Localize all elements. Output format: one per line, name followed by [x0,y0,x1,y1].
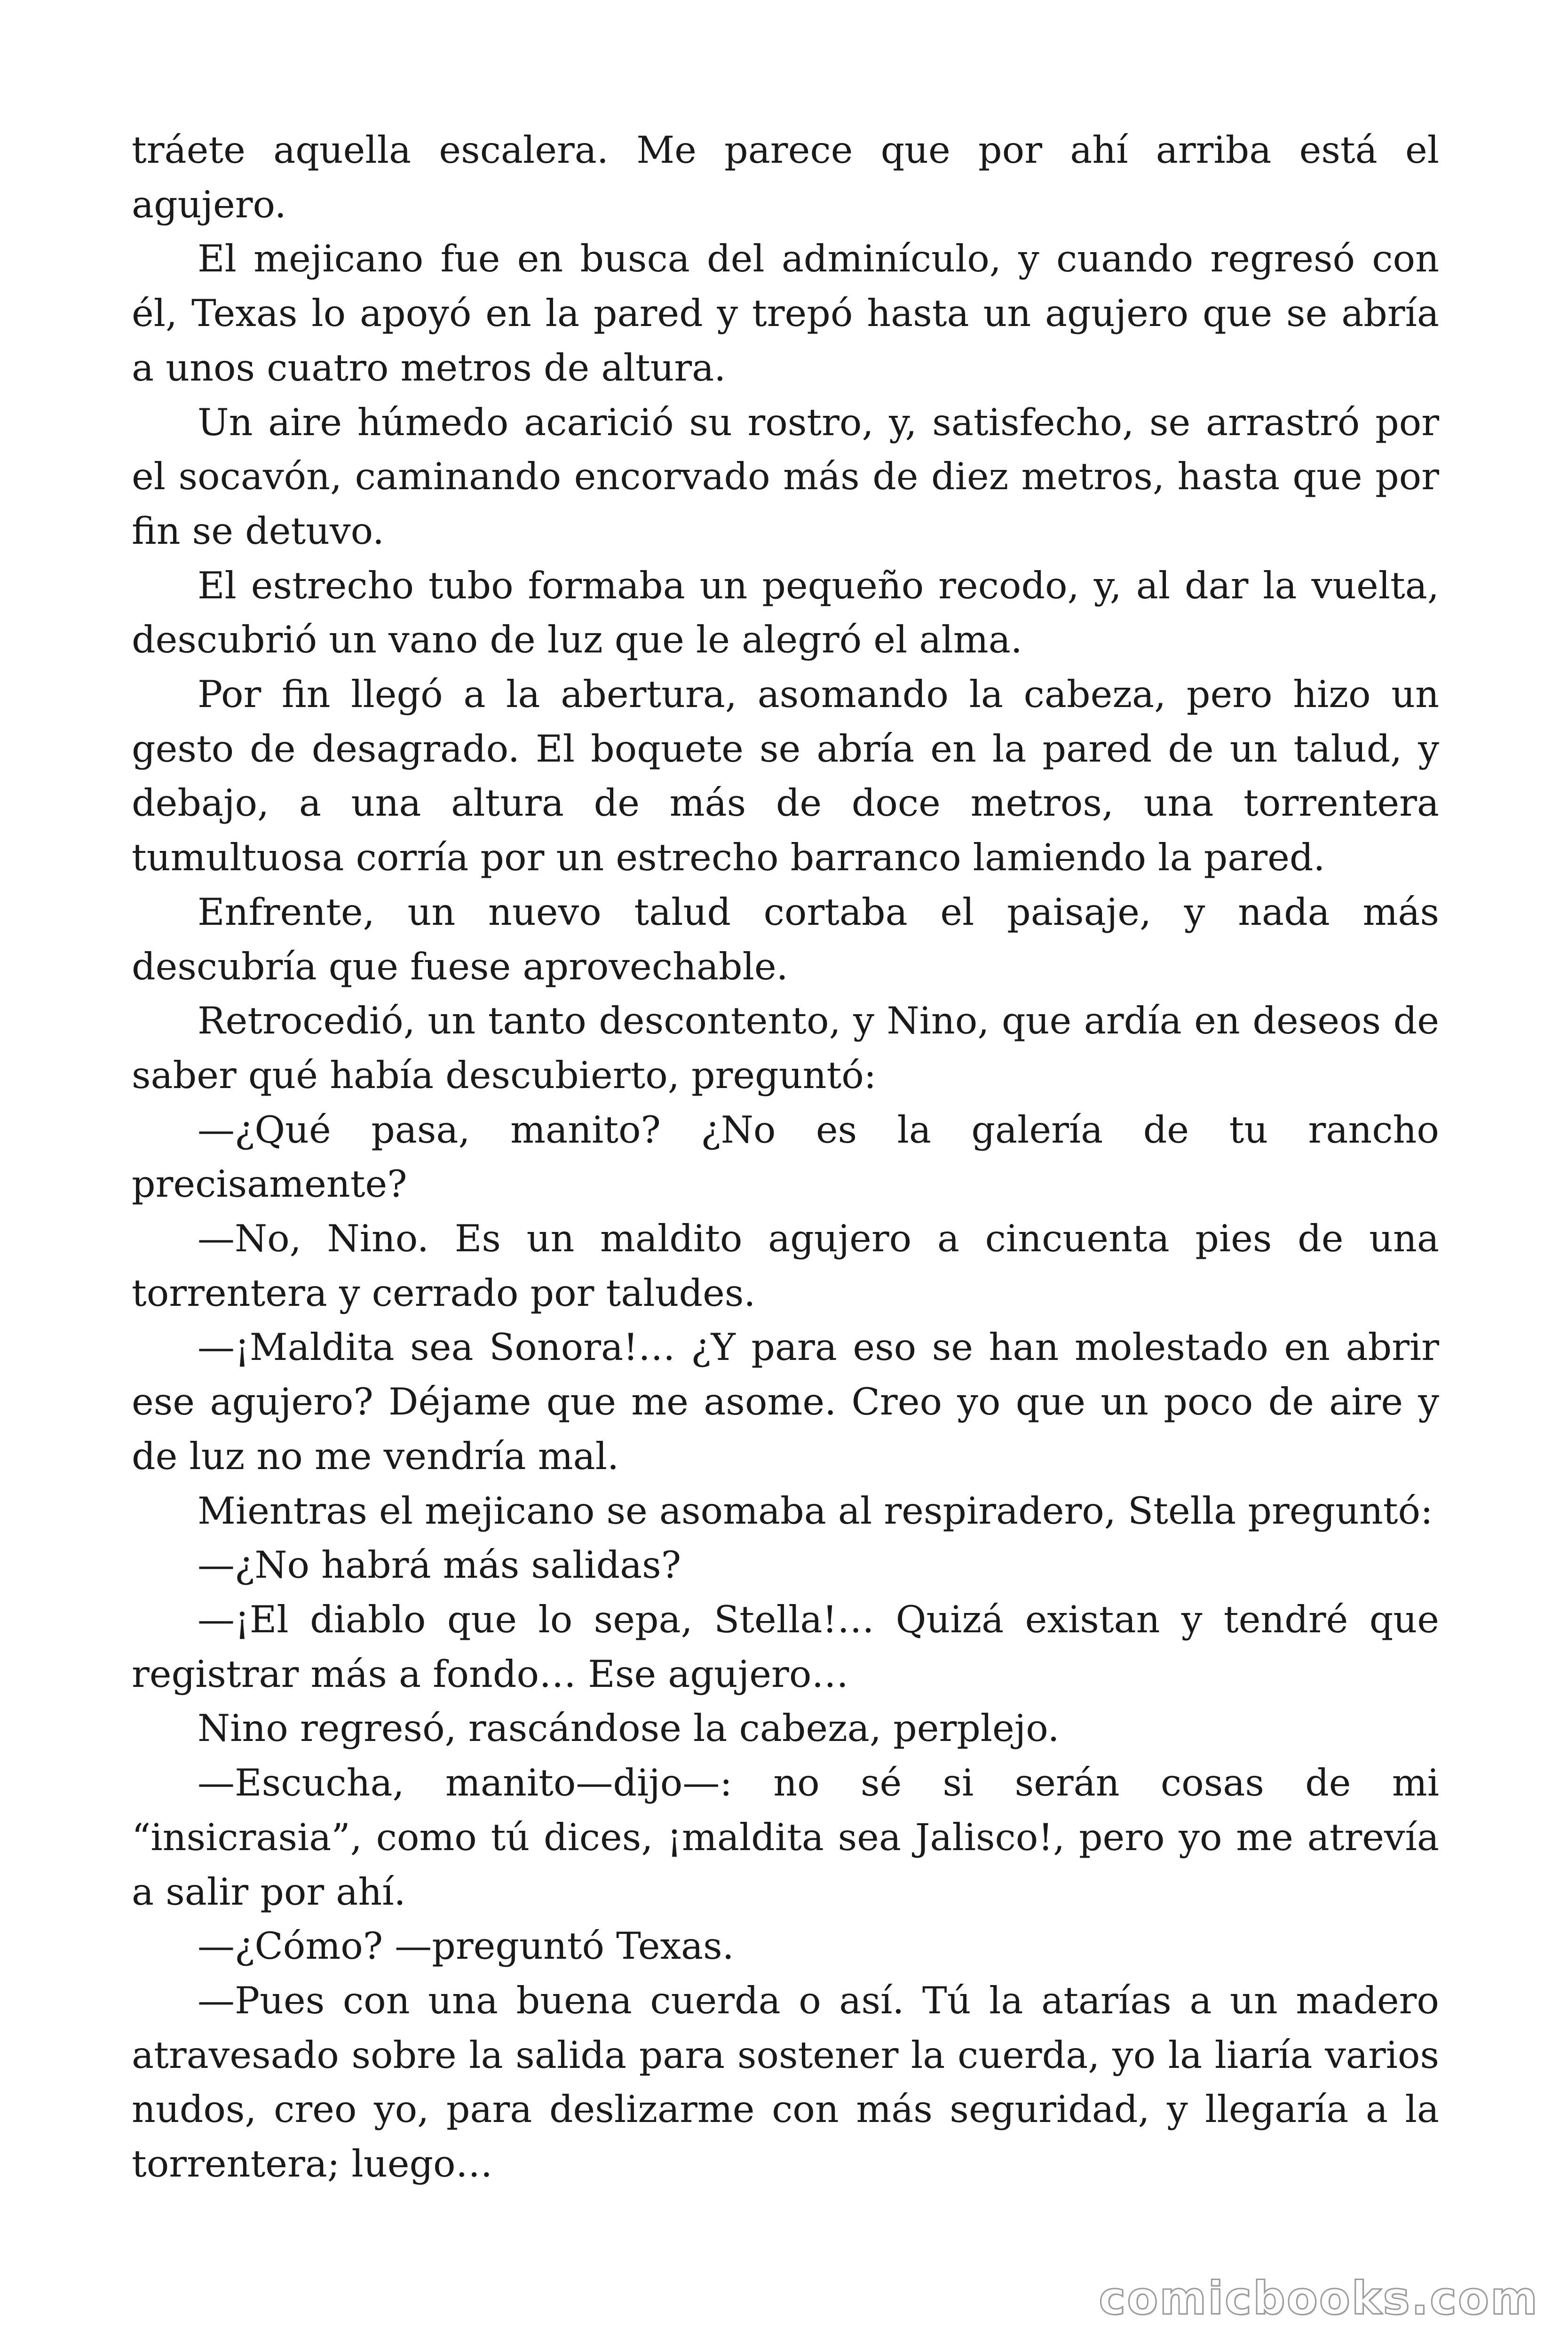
paragraph: —¿No habrá más salidas? [198,1543,681,1587]
paragraph: —Escucha, manito—dijo—: no sé si serán cosas de mi “insicrasia”, como tú dices, ¡maldita sea Jalisco!, pero yo me atrevía a salir por ahí. [132,1761,1439,1914]
watermark-logo: comicbooks.com [1099,2272,1539,2325]
paragraph: El estrecho tubo formaba un pequeño recodo, y, al dar la vuelta, descubrió un vano de luz que le alegró el alma. [132,564,1439,662]
paragraph: —¿Qué pasa, manito? ¿No es la galería de tu rancho precisamente? [132,1108,1439,1206]
paragraph: Enfrente, un nuevo talud cortaba el paisaje, y nada más descubría que fuese aprovechable. [132,890,1439,988]
paragraph: —No, Nino. Es un maldito agujero a cincuenta pies de una torrentera y cerrado por taludes. [132,1217,1439,1315]
paragraph: —¡Maldita sea Sonora!… ¿Y para eso se han molestado en abrir ese agujero? Déjame que me asome. Creo yo que un poco de aire y de luz no me vendría mal. [132,1326,1439,1478]
paragraph: —¡El diablo que lo sepa, Stella!… Quizá existan y tendré que registrar más a fondo… Ese agujero… [132,1597,1439,1696]
paragraph: Un aire húmedo acarició su rostro, y, satisfecho, se arrastró por el socavón, caminando encorvado más de diez metros, hasta que por fin se detuvo. [132,400,1439,553]
paragraph: El mejicano fue en busca del adminículo, y cuando regresó con él, Texas lo apoyó en la pared y trepó hasta un agujero que se abría a unos cuatro metros de altura. [132,237,1439,389]
paragraph: Nino regresó, rascándose la cabeza, perplejo. [198,1707,1060,1750]
paragraph: —Pues con una buena cuerda o así. Tú la atarías a un madero atravesado sobre la salida para sostener la cuerda, yo la liaría varios nudos, creo yo, para deslizarme con más seguridad, y llegaría a la torrentera; luego… [132,1979,1439,2186]
paragraph: Por fin llegó a la abertura, asomando la cabeza, pero hizo un gesto de desagrado. El boquete se abría en la pared de un talud, y debajo, a una altura de más de doce metros, una torrentera tumultuosa corría por un estrecho barranco lamiendo la pared. [132,673,1439,880]
paragraph: tráete aquella escalera. Me parece que por ahí arriba está el agujero. [132,128,1439,226]
paragraph: —¿Cómo? —preguntó Texas. [198,1924,734,1968]
paragraph: Mientras el mejicano se asomaba al respiradero, Stella preguntó: [198,1489,1433,1533]
paragraph: Retrocedió, un tanto descontento, y Nino, que ardía en deseos de saber qué había descubierto, preguntó: [132,999,1439,1097]
book-page-text [132,123,1439,2217]
